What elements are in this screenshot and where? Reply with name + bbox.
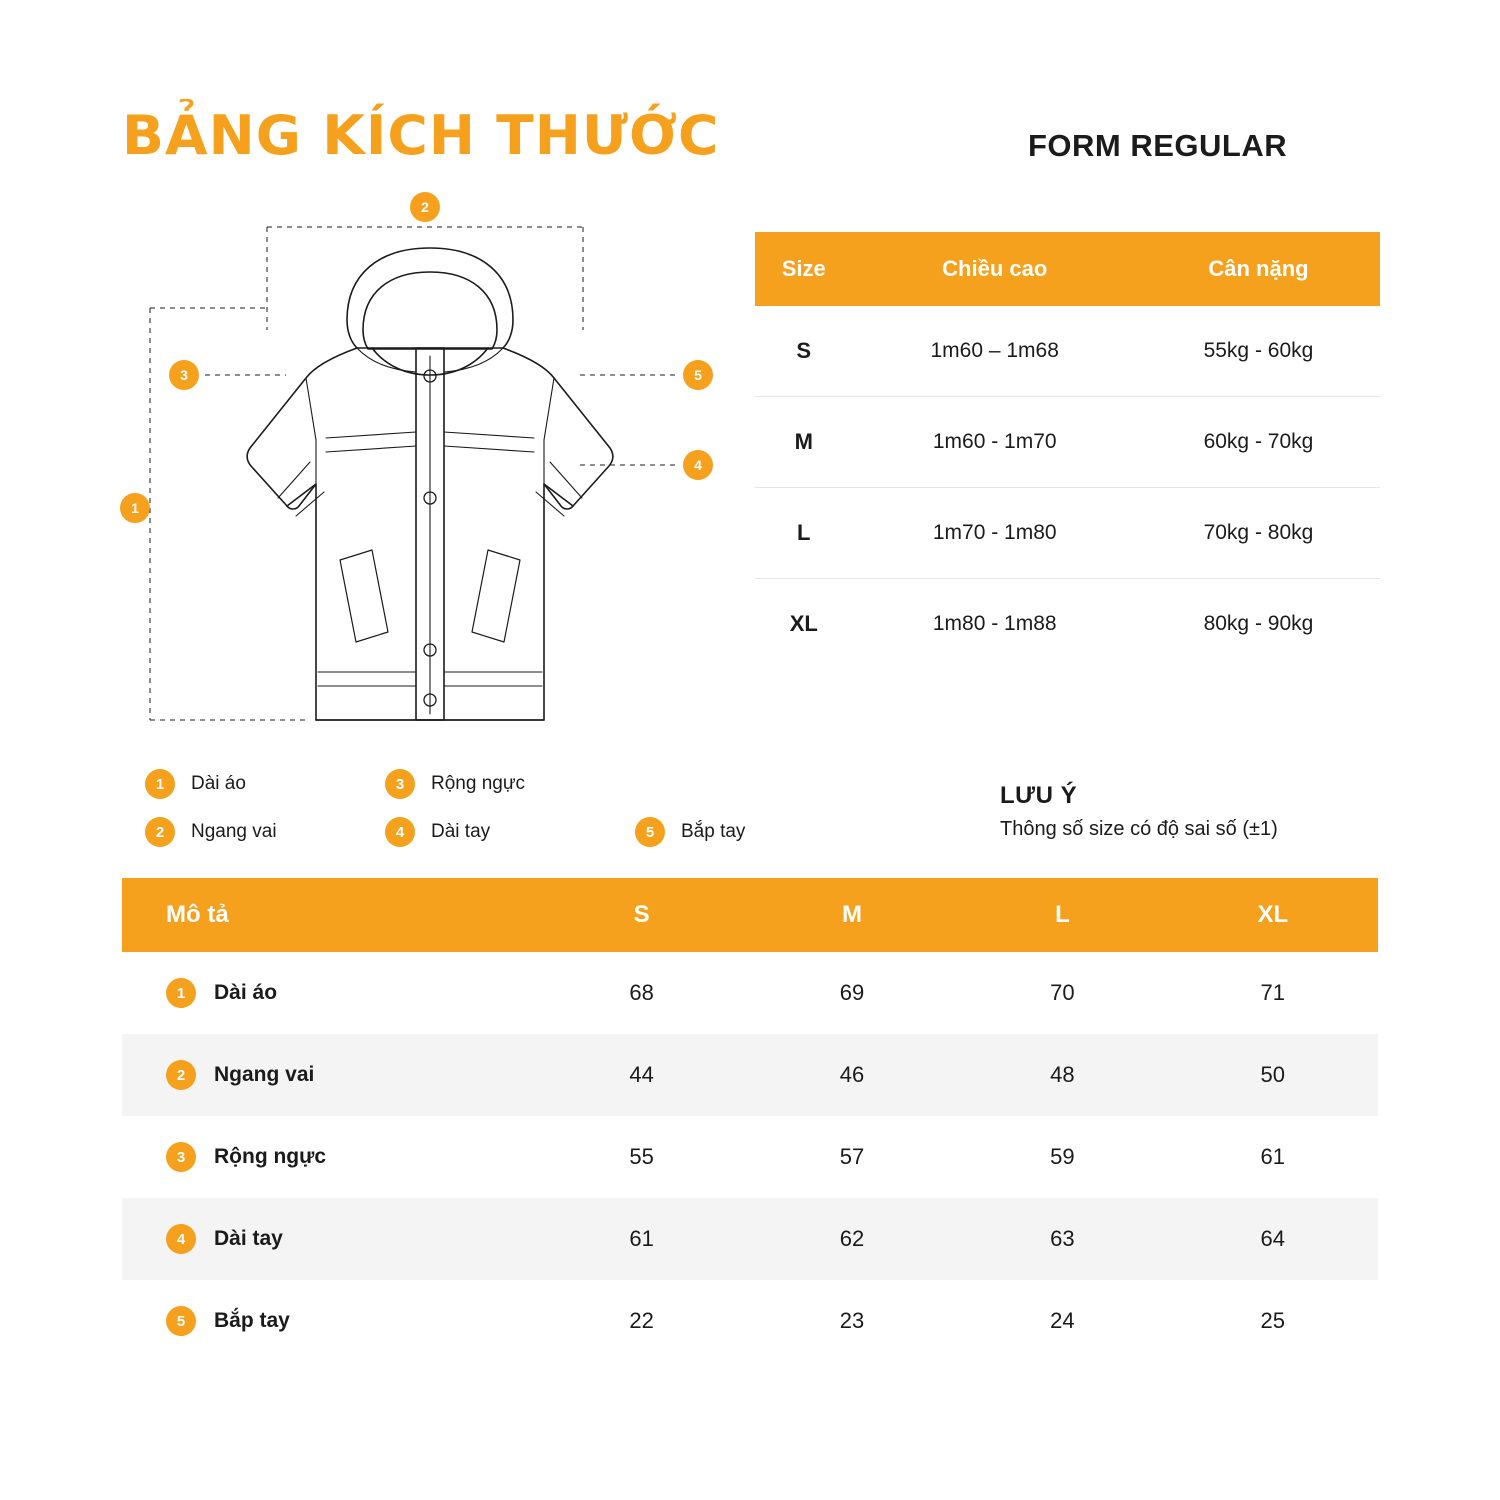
svg-text:1: 1 — [131, 500, 139, 516]
legend-badge-icon: 2 — [145, 817, 175, 847]
legend-badge-icon: 4 — [385, 817, 415, 847]
cell-description — [122, 1034, 536, 1116]
legend-row — [145, 808, 825, 856]
legend-badge-icon: 1 — [145, 769, 175, 799]
row-badge-icon: 5 — [166, 1306, 196, 1336]
legend-row — [145, 760, 825, 808]
column-header-s: S — [536, 878, 746, 952]
svg-text:2: 2 — [421, 199, 429, 215]
cell-description — [122, 1116, 536, 1198]
legend-label: Bắp tay — [681, 821, 746, 842]
cell-weight: 70kg - 80kg — [1137, 488, 1380, 579]
row-label: Dài áo — [214, 981, 278, 1004]
note-text: Thông số size có độ sai số (±1) — [1000, 818, 1278, 840]
cell-xl: 71 — [1260, 980, 1286, 1005]
table-row — [755, 397, 1380, 488]
cell-weight: 60kg - 70kg — [1137, 397, 1380, 488]
row-label: Rộng ngực — [214, 1145, 327, 1168]
page-title: BẢNG KÍCH THƯỚC — [122, 104, 720, 167]
cell-height: 1m80 - 1m88 — [932, 612, 1057, 635]
column-header-l: L — [957, 878, 1167, 952]
row-badge-icon: 2 — [166, 1060, 196, 1090]
cell-l: 24 — [1050, 1308, 1075, 1333]
cell-description — [122, 952, 536, 1034]
cell-m: 57 — [839, 1144, 865, 1169]
svg-text:5: 5 — [694, 367, 702, 383]
legend-item-2 — [145, 817, 385, 847]
note-title: LƯU Ý — [1000, 782, 1078, 809]
size-height-weight-table — [755, 232, 1380, 669]
cell-xl: 61 — [1260, 1144, 1286, 1169]
cell-height: 1m70 - 1m80 — [853, 488, 1137, 579]
cell-size: XL — [789, 611, 818, 636]
jacket-illustration — [110, 180, 750, 750]
legend-label: Rộng ngực — [431, 773, 526, 794]
table-row — [122, 1034, 1378, 1116]
svg-text:4: 4 — [694, 457, 702, 473]
column-header-description: Mô tả — [122, 878, 536, 952]
table-row — [122, 1198, 1378, 1280]
cell-s: 22 — [629, 1308, 654, 1333]
table-header-row — [755, 232, 1380, 306]
legend-item-3 — [385, 769, 635, 799]
column-header-height: Chiều cao — [853, 232, 1137, 306]
legend-item-5 — [635, 817, 745, 847]
column-header-weight: Cân nặng — [1137, 232, 1380, 306]
legend-label: Dài tay — [431, 821, 491, 842]
cell-height: 1m60 – 1m68 — [853, 306, 1137, 397]
cell-xl: 25 — [1260, 1308, 1286, 1333]
cell-s: 68 — [629, 980, 654, 1005]
legend-badge-icon: 3 — [385, 769, 415, 799]
row-label: Bắp tay — [214, 1309, 290, 1332]
row-badge-icon: 4 — [166, 1224, 196, 1254]
table-row — [122, 1116, 1378, 1198]
measurement-legend — [145, 760, 825, 856]
cell-xl: 50 — [1168, 1034, 1378, 1116]
column-header-size: Size — [755, 232, 853, 306]
cell-description — [122, 1198, 536, 1280]
cell-height: 1m60 - 1m70 — [853, 397, 1137, 488]
cell-m: 69 — [839, 980, 865, 1005]
measurement-table — [122, 878, 1378, 1362]
cell-m: 46 — [747, 1034, 957, 1116]
table-row — [755, 306, 1380, 397]
cell-l: 59 — [1050, 1144, 1075, 1169]
cell-size: M — [755, 397, 853, 488]
table-row — [755, 579, 1380, 670]
cell-description — [122, 1280, 536, 1362]
cell-m: 62 — [747, 1198, 957, 1280]
cell-l: 70 — [1050, 980, 1075, 1005]
table-header-row — [122, 878, 1378, 952]
row-badge-icon: 1 — [166, 978, 196, 1008]
row-label: Dài tay — [214, 1227, 283, 1250]
cell-xl: 64 — [1168, 1198, 1378, 1280]
svg-text:3: 3 — [180, 367, 188, 383]
column-header-m: M — [747, 878, 957, 952]
legend-item-1 — [145, 769, 385, 799]
legend-label: Ngang vai — [191, 821, 277, 842]
form-title: FORM REGULAR — [1028, 128, 1288, 163]
cell-s: 61 — [536, 1198, 746, 1280]
legend-badge-icon: 5 — [635, 817, 665, 847]
legend-label: Dài áo — [191, 773, 246, 794]
column-header-xl: XL — [1168, 878, 1378, 952]
cell-m: 23 — [839, 1308, 865, 1333]
table-row — [122, 1280, 1378, 1362]
legend-item-4 — [385, 817, 635, 847]
cell-size: L — [755, 488, 853, 579]
cell-l: 63 — [957, 1198, 1167, 1280]
cell-s: 44 — [536, 1034, 746, 1116]
cell-weight: 55kg - 60kg — [1137, 306, 1380, 397]
table-row — [122, 952, 1378, 1034]
row-badge-icon: 3 — [166, 1142, 196, 1172]
cell-weight: 80kg - 90kg — [1203, 612, 1314, 635]
note-block — [1000, 782, 1400, 841]
cell-size: S — [755, 306, 853, 397]
row-label: Ngang vai — [214, 1063, 315, 1086]
cell-s: 55 — [629, 1144, 654, 1169]
cell-l: 48 — [957, 1034, 1167, 1116]
table-row — [755, 488, 1380, 579]
